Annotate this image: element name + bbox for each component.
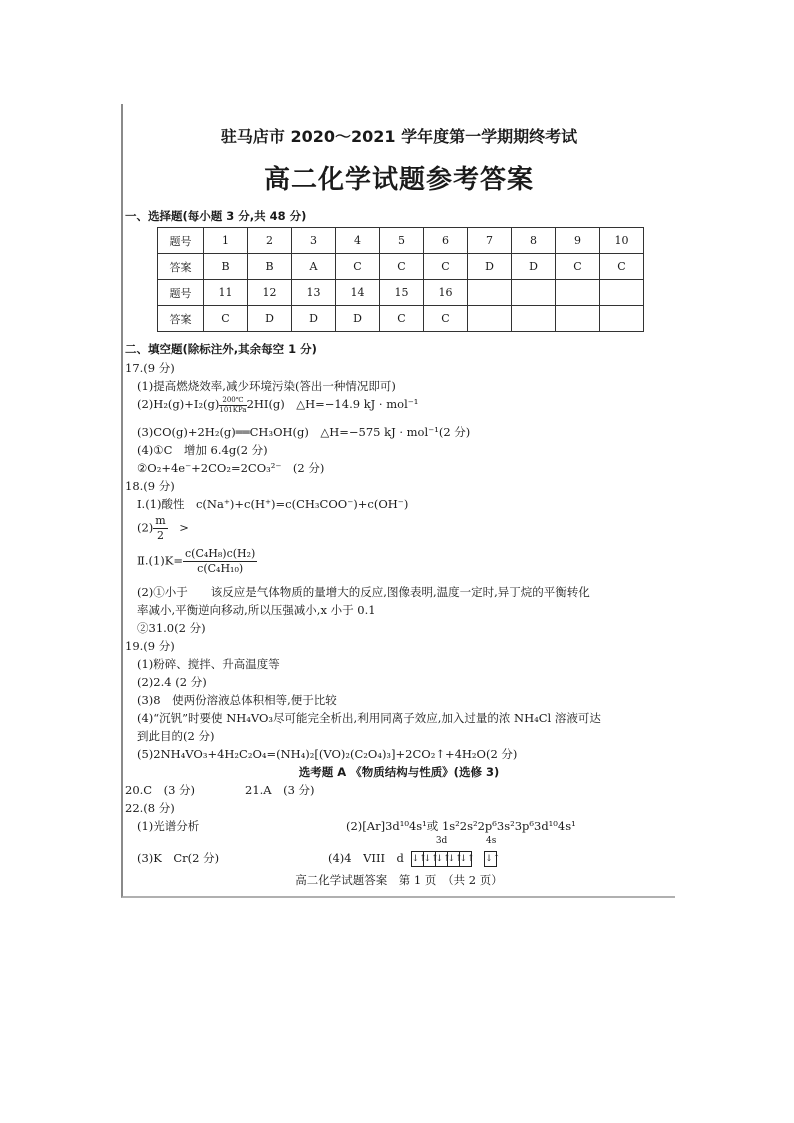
table-cell: D: [468, 254, 512, 280]
q18-line4: (2)①小于 该反应是气体物质的量增大的反应,图像表明,温度一定时,异丁烷的平衡转化: [137, 585, 590, 599]
q18-line2: [137, 515, 189, 542]
q22-heading: 22.(8 分): [125, 801, 175, 815]
table-cell: C: [380, 254, 424, 280]
q17-line1: (1)提高燃烧效率,减少环境污染(答出一种情况即可): [137, 379, 396, 393]
q17-equation-left: (2)H₂(g)+I₂(g): [137, 397, 220, 411]
q17-equation-right: 2HI(g) △H=−14.9 kJ · mol⁻¹: [246, 397, 419, 411]
denominator: c(C₄H₁₀): [197, 562, 244, 576]
orbital-3d-label: 3d: [435, 836, 448, 846]
q19-line5: 到此目的(2 分): [137, 729, 215, 743]
q20-answer: 20.C (3 分): [125, 783, 196, 797]
q18-part2-prefix: (2): [137, 520, 154, 535]
condition-temperature: 200℃: [219, 397, 246, 406]
table-cell: D: [292, 306, 336, 332]
denominator: 2: [157, 529, 165, 543]
q19-heading: 19.(9 分): [125, 639, 175, 653]
table-cell: B: [204, 254, 248, 280]
q19-line3: (3)8 使两份溶液总体积相等,便于比较: [137, 693, 337, 707]
table-cell: [468, 280, 512, 306]
table-cell: C: [380, 306, 424, 332]
q19-line4: (4)“沉钒”时要使 NH₄VO₃尽可能完全析出,利用同离子效应,加入过量的浓 NH₄Cl 溶液可达: [137, 711, 601, 725]
q18-line5: 率减小,平衡逆向移动,所以压强减小,x 小于 0.1: [137, 603, 376, 617]
orbital-box: ↓↑: [447, 851, 460, 867]
table-cell: 13: [292, 280, 336, 306]
q22-part4-text: (4)4 VIII d: [328, 851, 404, 865]
q18-line1: Ⅰ.(1)酸性 c(Na⁺)+c(H⁺)=c(CH₃COO⁻)+c(OH⁻): [137, 497, 409, 511]
table-cell: D: [512, 254, 556, 280]
table-row: [158, 228, 644, 254]
table-row: [158, 254, 644, 280]
table-header-cell: 答案: [158, 306, 204, 332]
table-header-cell: 答案: [158, 254, 204, 280]
equilibrium-constant-fraction: [183, 548, 257, 575]
table-cell: C: [204, 306, 248, 332]
answer-table: [157, 227, 644, 332]
exam-title: 驻马店市 2020～2021 学年度第一学期期终考试: [220, 127, 578, 146]
q18-part2-suffix: >: [167, 520, 189, 535]
q18-line3: [137, 548, 257, 575]
q22-line3: (3)K Cr(2 分): [137, 851, 220, 865]
table-cell: [556, 280, 600, 306]
q19-line2: (2)2.4 (2 分): [137, 675, 207, 689]
q18-heading: 18.(9 分): [125, 479, 175, 493]
table-cell: C: [600, 254, 644, 280]
table-cell: [600, 280, 644, 306]
q17-line5: ②O₂+4e⁻+2CO₂=2CO₃²⁻ (2 分): [137, 461, 325, 475]
table-cell: 2: [248, 228, 292, 254]
table-cell: 7: [468, 228, 512, 254]
table-cell: 9: [556, 228, 600, 254]
table-cell: B: [248, 254, 292, 280]
q22-line2: (2)[Ar]3d¹⁰4s¹或 1s²2s²2p⁶3s²3p⁶3d¹⁰4s¹: [346, 819, 576, 833]
table-cell: 10: [600, 228, 644, 254]
q22-line4: [328, 836, 501, 867]
table-cell: 11: [204, 280, 248, 306]
q21-answer: 21.A (3 分): [245, 783, 315, 797]
table-cell: 1: [204, 228, 248, 254]
orbital-4s-label: 4s: [486, 836, 497, 846]
orbital-box: ↓↑: [423, 851, 436, 867]
table-cell: C: [424, 254, 468, 280]
table-cell: 14: [336, 280, 380, 306]
q17-heading: 17.(9 分): [125, 361, 175, 375]
page-footer: 高二化学试题答案 第 1 页 （共 2 页）: [295, 873, 503, 887]
orbital-box: ↓↑: [411, 851, 424, 867]
q22-line1: (1)光谱分析: [137, 819, 200, 833]
numerator: c(C₄H₈)c(H₂): [183, 548, 257, 562]
table-cell: C: [424, 306, 468, 332]
q19-line1: (1)粉碎、搅拌、升高温度等: [137, 657, 280, 671]
table-cell: [512, 280, 556, 306]
section2-heading: 二、填空题(除标注外,其余每空 1 分): [125, 342, 317, 356]
elective-heading: 选考题 A 《物质结构与性质》(选修 3): [298, 765, 500, 779]
table-cell: 4: [336, 228, 380, 254]
orbital-3d-diagram: [411, 836, 475, 867]
orbital-box: ↓↑: [459, 851, 472, 867]
table-cell: 6: [424, 228, 468, 254]
table-header-cell: 题号: [158, 280, 204, 306]
section1-heading: 一、选择题(每小题 3 分,共 48 分): [125, 209, 307, 223]
table-cell: [600, 306, 644, 332]
numerator: m: [153, 515, 167, 529]
q17-line2: [137, 396, 418, 414]
reaction-condition: [219, 397, 246, 414]
q19-line6: (5)2NH₄VO₃+4H₂C₂O₄=(NH₄)₂[(VO)₂(C₂O₄)₃]+2CO₂↑+4H₂O(2 分): [137, 747, 518, 761]
table-row: [158, 306, 644, 332]
orbital-4s-diagram: [485, 836, 501, 867]
table-row: [158, 280, 644, 306]
table-cell: 12: [248, 280, 292, 306]
fraction-m-over-2: [153, 515, 167, 542]
table-cell: C: [336, 254, 380, 280]
condition-pressure: 101KPa: [219, 405, 247, 414]
table-cell: [468, 306, 512, 332]
table-cell: D: [248, 306, 292, 332]
equilibrium-constant-prefix: Ⅱ.(1)K=: [137, 553, 183, 568]
table-cell: D: [336, 306, 380, 332]
orbital-box: ↓↑: [484, 851, 497, 867]
q17-line4: (4)①C 增加 6.4g(2 分): [137, 443, 268, 457]
table-cell: 16: [424, 280, 468, 306]
table-cell: 8: [512, 228, 556, 254]
table-cell: [556, 306, 600, 332]
table-cell: C: [556, 254, 600, 280]
table-cell: [512, 306, 556, 332]
table-cell: 15: [380, 280, 424, 306]
q18-line6: ②31.0(2 分): [137, 621, 206, 635]
table-cell: 3: [292, 228, 336, 254]
table-cell: 5: [380, 228, 424, 254]
answer-sheet: [121, 104, 675, 898]
q17-line3: (3)CO(g)+2H₂(g)══CH₃OH(g) △H=−575 kJ · mol⁻¹(2 分): [137, 425, 471, 439]
page-title: 高二化学试题参考答案: [263, 165, 534, 195]
orbital-box: ↓↑: [435, 851, 448, 867]
table-header-cell: 题号: [158, 228, 204, 254]
table-cell: A: [292, 254, 336, 280]
